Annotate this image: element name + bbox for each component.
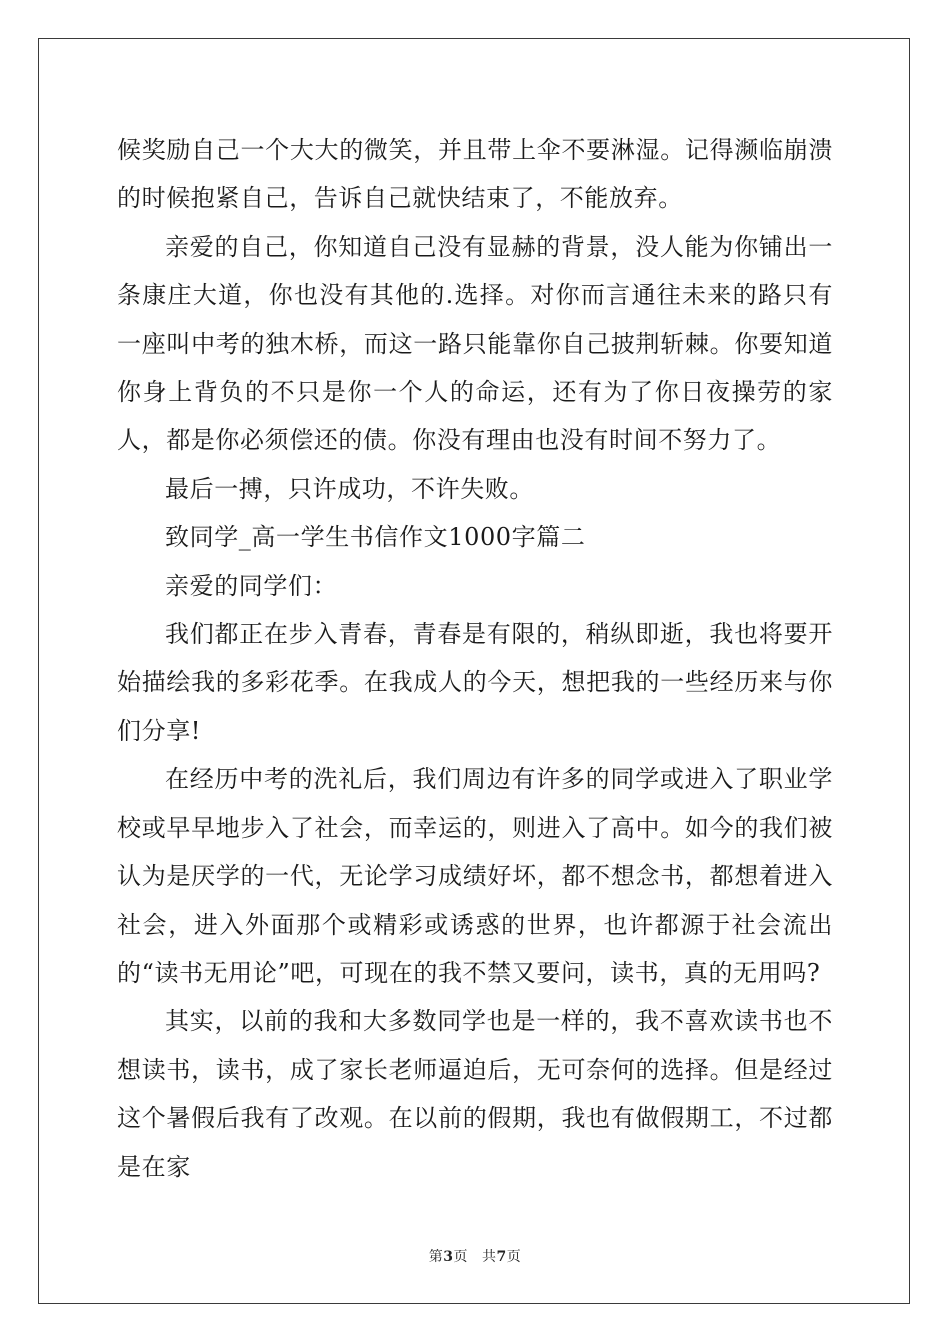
paragraph-1: 候奖励自己一个大大的微笑，并且带上伞不要淋湿。记得濒临崩溃的时候抱紧自己，告诉自己就快结束了，不能放弃。 <box>117 136 833 213</box>
current-page-number: 3 <box>443 1249 454 1265</box>
letter-salutation: 亲爱的同学们： <box>165 571 338 600</box>
page-label-prefix: 第 <box>428 1249 444 1265</box>
section-heading: 致同学_高一学生书信作文1000字篇二 <box>165 523 586 552</box>
paragraph-6: 我们都正在步入青春，青春是有限的，稍纵即逝，我也将要开始描绘我的多彩花季。在我成人的今天，想把我的一些经历来与你们分享! <box>117 620 833 745</box>
paragraph-8: 其实，以前的我和大多数同学也是一样的，我不喜欢读书也不想读书，读书，成了家长老师逼迫后，无可奈何的选择。但是经过这个暑假后我有了改观。在以前的假期，我也有做假期工，不过都是在家 <box>117 1007 833 1181</box>
page-label-suffix: 页 <box>453 1249 468 1265</box>
total-label-suffix: 页 <box>506 1249 522 1265</box>
paragraph-7: 在经历中考的洗礼后，我们周边有许多的同学或进入了职业学校或早早地步入了社会，而幸运的，则进入了高中。如今的我们被认为是厌学的一代，无论学习成绩好坏，都不想念书，都想着进入社会，进入外面那个或精彩或诱惑的世界，也许都源于社会流出的“读书无用论”吧，可现在的我不禁又要问，读书，真的无用吗? <box>117 765 833 987</box>
paragraph-3: 最后一搏，只许成功，不许失败。 <box>165 474 534 503</box>
paragraph-2: 亲爱的自己，你知道自己没有显赫的背景，没人能为你铺出一条康庄大道，你也没有其他的.选择。对你而言通往未来的路只有一座叫中考的独木桥，而这一路只能靠你自己披荆斩棘。你要知道你身上背负的不只是你一个人的命运，还有为了你日夜操劳的家人，都是你必须偿还的债。你没有理由也没有时间不努力了。 <box>117 232 833 455</box>
total-page-number: 7 <box>496 1249 507 1265</box>
document-body <box>117 126 833 1191</box>
total-label-prefix: 共 <box>482 1249 497 1265</box>
page-footer <box>0 1246 950 1266</box>
